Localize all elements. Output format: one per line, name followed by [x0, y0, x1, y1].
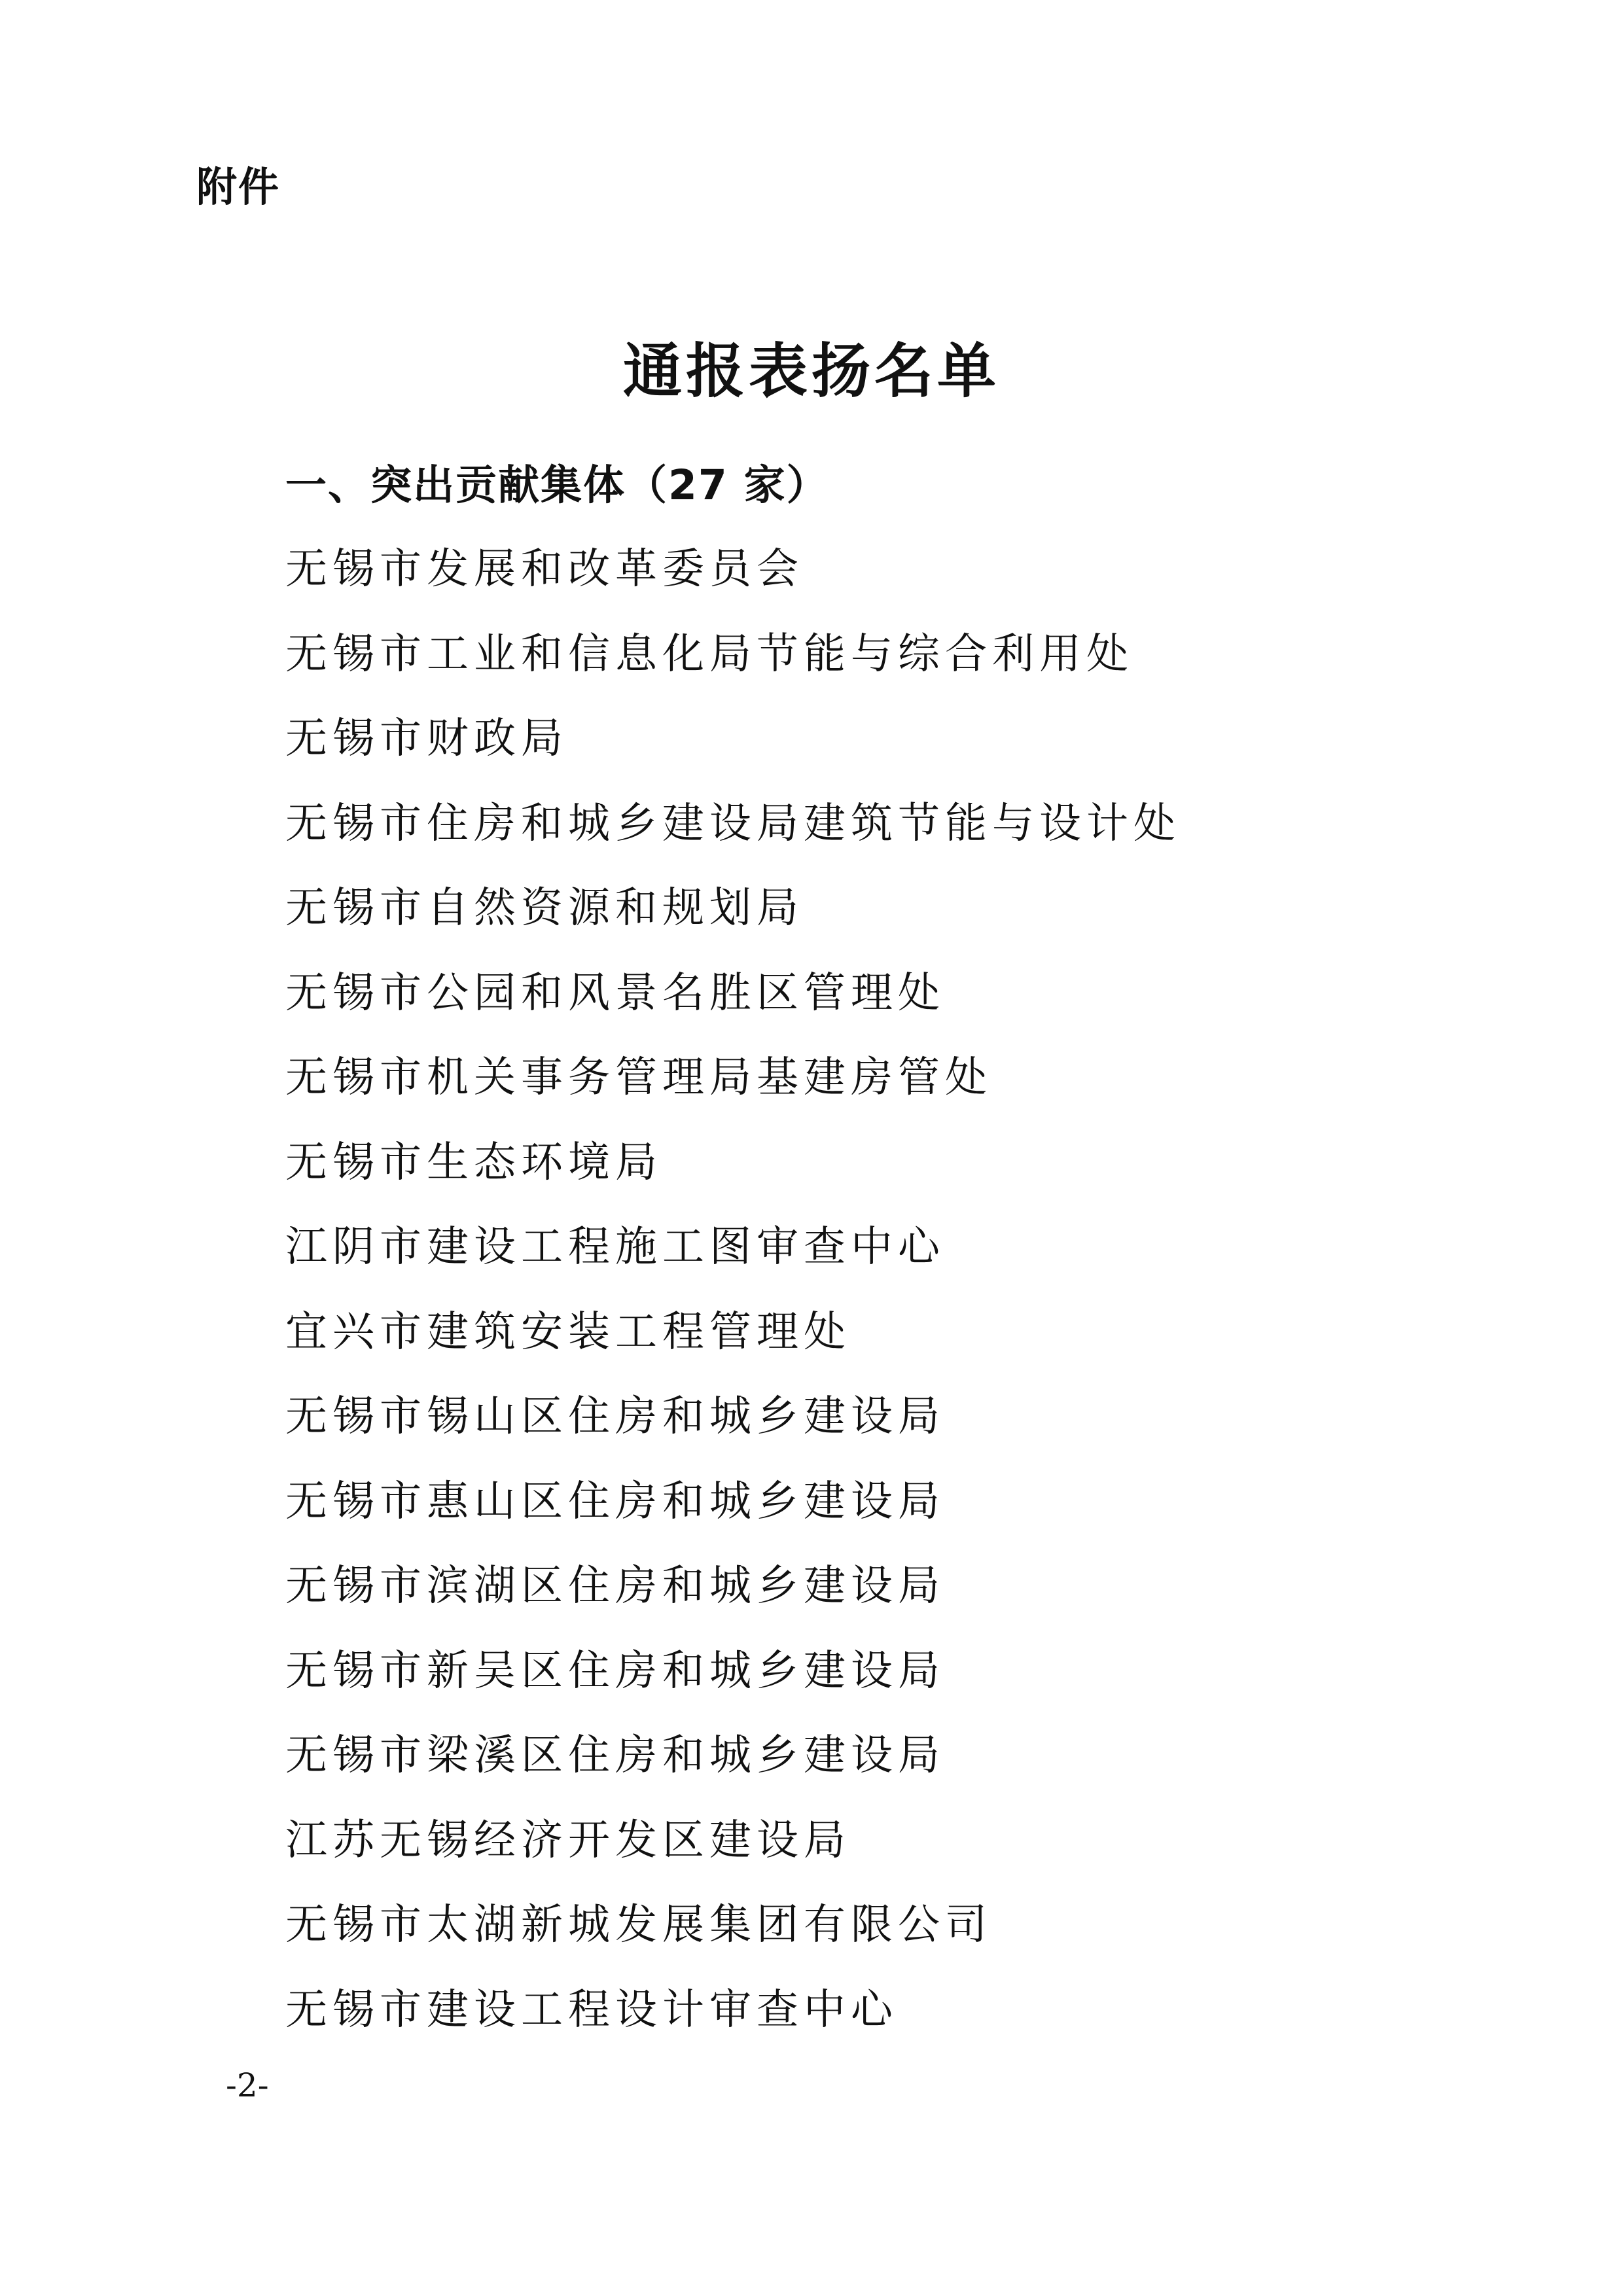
list-item: 无锡市建设工程设计审查中心 [285, 1985, 898, 2034]
list-item: 无锡市发展和改革委员会 [285, 545, 804, 593]
list-item: 江阴市建设工程施工图审查中心 [285, 1223, 945, 1271]
list-item: 无锡市财政局 [285, 715, 568, 763]
list-item: 无锡市锡山区住房和城乡建设局 [285, 1392, 945, 1441]
attachment-label: 附件 [196, 163, 281, 211]
page-number: -2- [226, 2066, 269, 2104]
list-item: 无锡市自然资源和规划局 [285, 884, 804, 932]
list-item: 无锡市机关事务管理局基建房管处 [285, 1053, 992, 1102]
list-item: 无锡市工业和信息化局节能与综合利用处 [285, 629, 1133, 679]
list-item: 无锡市梁溪区住房和城乡建设局 [285, 1731, 945, 1780]
list-item: 无锡市惠山区住房和城乡建设局 [285, 1477, 945, 1526]
list-item: 无锡市滨湖区住房和城乡建设局 [285, 1562, 945, 1610]
list-item: 宜兴市建筑安装工程管理处 [285, 1307, 851, 1356]
document-title: 通报表扬名单 [623, 336, 1000, 406]
section-heading: 一、突出贡献集体（27 家） [285, 461, 829, 509]
list-item: 无锡市新吴区住房和城乡建设局 [285, 1646, 945, 1695]
list-item: 江苏无锡经济开发区建设局 [285, 1816, 851, 1865]
list-item: 无锡市太湖新城发展集团有限公司 [285, 1901, 992, 1949]
list-item: 无锡市住房和城乡建设局建筑节能与设计处 [285, 799, 1181, 848]
list-item: 无锡市公园和风景名胜区管理处 [285, 968, 945, 1017]
list-item: 无锡市生态环境局 [285, 1138, 662, 1187]
entry-list [285, 545, 1181, 2074]
